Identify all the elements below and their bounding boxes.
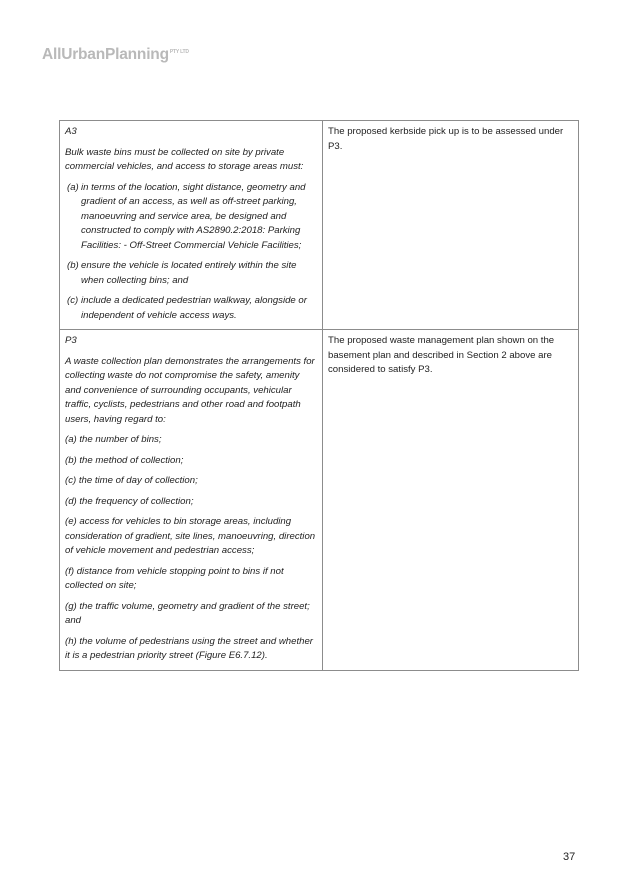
clause-intro: A waste collection plan demonstrates the arrangements for collecting waste do not compromise the safety, amenity and convenience of surrounding occupants, vehicular traffic, cyclists, pedestrians and other road and footpath users, having regard to: xyxy=(65,355,315,425)
requirement-cell xyxy=(60,330,323,671)
clause-intro: Bulk waste bins must be collected on site by private commercial vehicles, and access to storage areas must: xyxy=(65,146,304,172)
assessment-table xyxy=(59,120,579,671)
list-marker: (b) xyxy=(67,260,79,271)
list-marker: (a) xyxy=(67,181,79,193)
response-cell xyxy=(323,121,579,330)
list-item: (g) the traffic volume, geometry and gradient of the street; and xyxy=(65,600,310,626)
clause-code: P3 xyxy=(65,335,77,346)
list-item: (f) distance from vehicle stopping point to bins if not collected on site; xyxy=(65,565,284,591)
response-cell xyxy=(323,330,579,671)
clause-list xyxy=(65,181,317,324)
list-item xyxy=(65,259,317,288)
list-marker: (c) xyxy=(67,295,79,306)
response-text: The proposed kerbside pick up is to be assessed under P3. xyxy=(328,126,564,152)
list-item: (c) the time of day of collection; xyxy=(65,475,198,486)
list-item: (h) the volume of pedestrians using the street and whether it is a pedestrian priority street (Figure E6.7.12). xyxy=(65,635,313,661)
requirement-cell xyxy=(60,121,323,330)
clause-code: A3 xyxy=(65,126,77,137)
response-text: The proposed waste management plan shown on the basement plan and described in Section 2 above are considered to satisfy P3. xyxy=(328,335,555,375)
logo-mark: PTY LTD xyxy=(169,48,189,55)
company-logo xyxy=(42,46,189,64)
list-item xyxy=(65,294,317,323)
logo-text: AllUrbanPlanning xyxy=(42,46,169,63)
list-text: ensure the vehicle is located entirely within the site when collecting bins; and xyxy=(81,260,297,286)
list-text: include a dedicated pedestrian walkway, alongside or independent of vehicle access ways. xyxy=(81,295,307,321)
page-number: 37 xyxy=(563,851,576,863)
table-row-a3 xyxy=(60,121,579,330)
list-item xyxy=(65,181,317,254)
list-item: (a) the number of bins; xyxy=(65,434,162,445)
list-item: (b) the method of collection; xyxy=(65,454,184,466)
list-item: (e) access for vehicles to bin storage areas, including consideration of gradient, site lines, manoeuvring, direction of vehicle movement and pedestrian access; xyxy=(65,516,316,556)
table-row-p3 xyxy=(60,330,579,671)
list-item: (d) the frequency of collection; xyxy=(65,495,194,507)
list-text: in terms of the location, sight distance, geometry and gradient of an access, as well as off-street parking, manoeuvring and service area, be designed and constructed to comply with AS2890.2:2018: Parking Facilities: - Off-Street Commercial Vehicle Facilities; xyxy=(81,181,306,251)
